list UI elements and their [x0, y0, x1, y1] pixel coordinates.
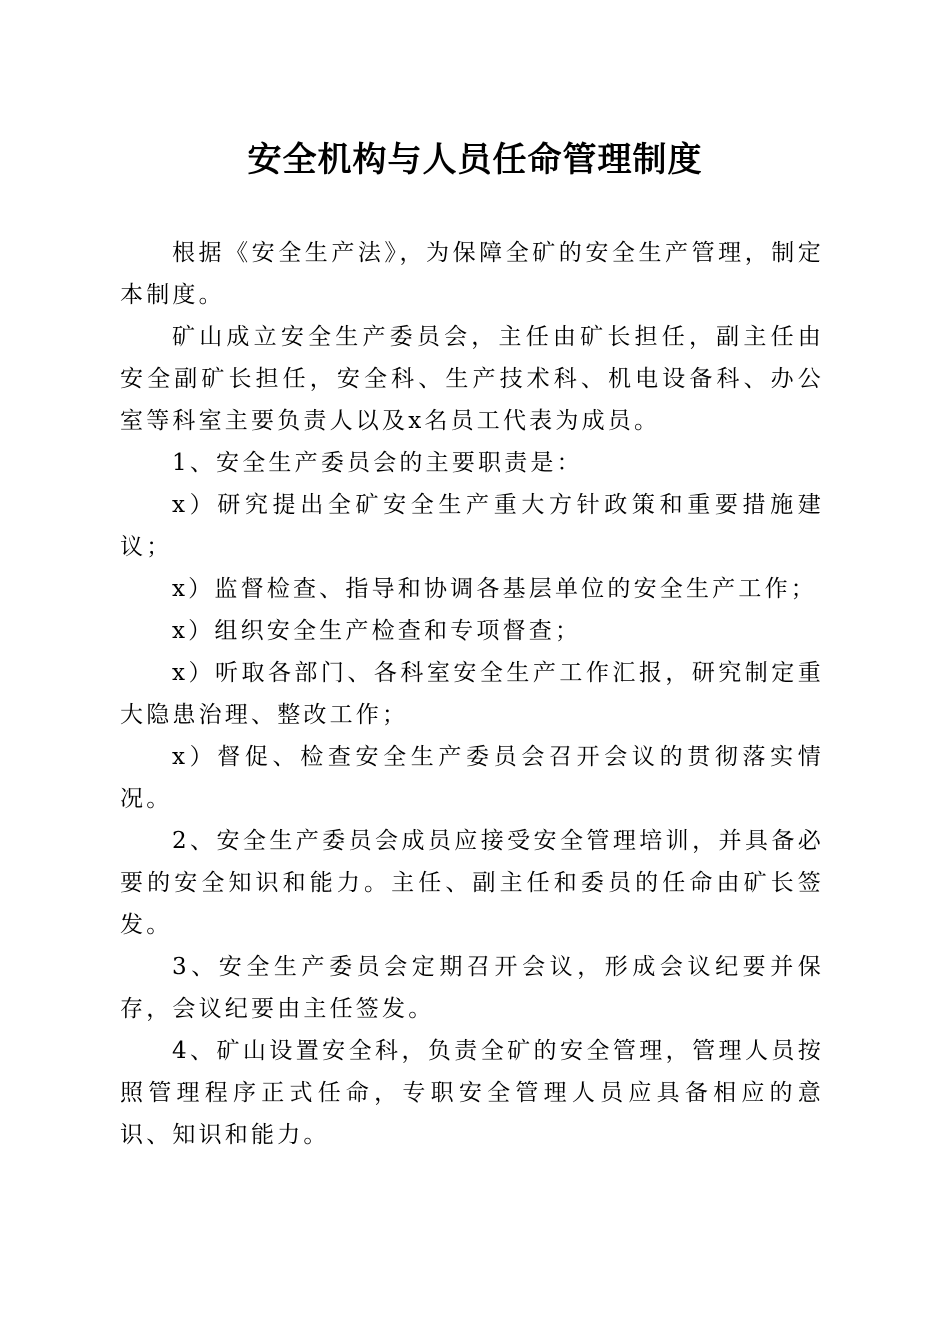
paragraph-meetings: 3、安全生产委员会定期召开会议，形成会议纪要并保存，会议纪要由主任签发。	[120, 954, 824, 1022]
paragraph-training: 2、安全生产委员会成员应接受安全管理培训，并具备必要的安全知识和能力。主任、副主任和委员的任命由矿长签发。	[120, 828, 824, 938]
paragraph-safety-department: 4、矿山设置安全科，负责全矿的安全管理，管理人员按照管理程序正式任命，专职安全管理人员应具备相应的意识、知识和能力。	[120, 1038, 824, 1148]
paragraph-committee: 矿山成立安全生产委员会，主任由矿长担任，副主任由安全副矿长担任，安全科、生产技术科、机电设备科、办公室等科室主要负责人以及x名员工代表为成员。	[120, 324, 824, 434]
duty-item: x）研究提出全矿安全生产重大方针政策和重要措施建议；	[120, 492, 824, 560]
duty-item: x）听取各部门、各科室安全生产工作汇报，研究制定重大隐患治理、整改工作；	[120, 660, 824, 728]
document-body	[120, 232, 824, 1156]
paragraph-duties-heading: 1、安全生产委员会的主要职责是：	[172, 450, 583, 476]
duty-item: x）监督检查、指导和协调各基层单位的安全生产工作；	[172, 576, 817, 602]
duty-item: x）组织安全生产检查和专项督查；	[172, 618, 582, 644]
duty-item: x）督促、检查安全生产委员会召开会议的贯彻落实情况。	[120, 744, 824, 812]
document-title: 安全机构与人员任命管理制度	[247, 140, 703, 180]
paragraph-intro: 根据《安全生产法》，为保障全矿的安全生产管理，制定本制度。	[120, 240, 824, 308]
